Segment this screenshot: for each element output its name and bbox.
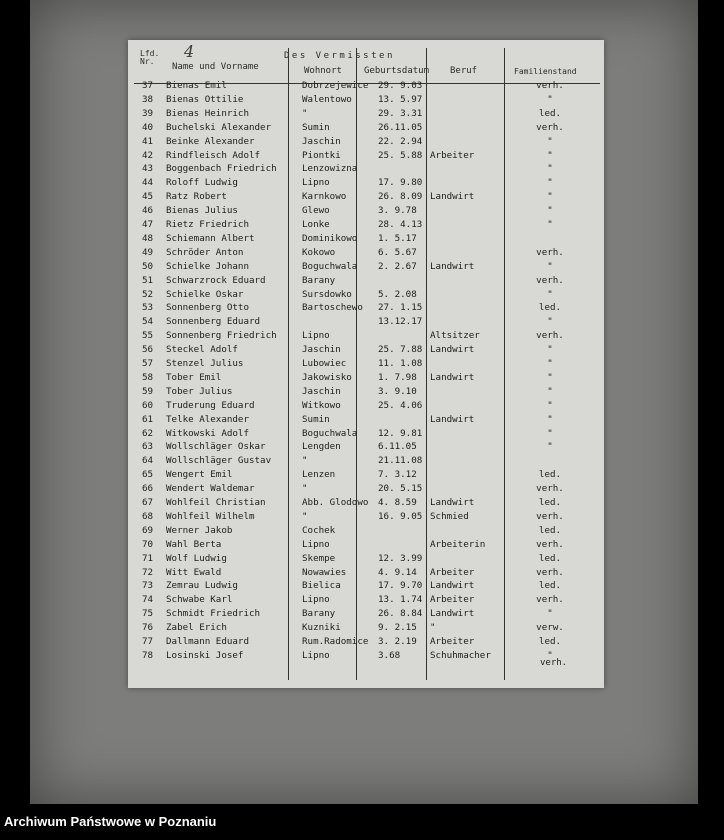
- row-geburtsdatum: 3.68: [378, 649, 401, 661]
- row-name: Dallmann Eduard: [166, 636, 249, 647]
- row-familienstand: ": [547, 358, 553, 369]
- row-name: Wengert Emil: [166, 469, 233, 481]
- row-name: Stenzel Julius: [166, 358, 244, 369]
- row-beruf: Schuhmacher: [430, 649, 491, 661]
- row-familienstand: verh.: [536, 538, 564, 550]
- row-beruf: Landwirt: [430, 413, 475, 425]
- table-row: [128, 636, 604, 649]
- row-name: Schielke Johann: [166, 260, 249, 272]
- row-name: Schiemann Albert: [166, 232, 255, 244]
- row-familienstand: led.: [538, 524, 562, 536]
- table-row: [128, 497, 604, 510]
- row-name: Witkowski Adolf: [166, 427, 249, 439]
- row-familienstand: ": [547, 413, 553, 425]
- row-beruf: Altsitzer: [430, 330, 480, 342]
- row-wohnort: Lubowiec: [302, 358, 347, 369]
- row-wohnort: Lonke: [302, 219, 330, 230]
- row-beruf: Landwirt: [430, 497, 475, 508]
- row-familienstand: led.: [538, 302, 562, 314]
- row-name: Zabel Erich: [166, 622, 227, 634]
- row-name: Losinski Josef: [166, 649, 244, 661]
- row-geburtsdatum: 3. 9.10: [378, 385, 417, 397]
- row-familienstand: ": [547, 385, 553, 397]
- row-number: 57: [142, 358, 154, 369]
- row-number: 71: [142, 552, 154, 564]
- row-number: 46: [142, 205, 154, 217]
- row-beruf: Landwirt: [430, 191, 475, 203]
- table-row: [128, 469, 604, 482]
- table-row: [128, 650, 604, 663]
- row-wohnort: ": [302, 510, 308, 522]
- row-familienstand: ": [547, 649, 553, 661]
- table-row: [128, 330, 604, 343]
- row-familienstand: ": [547, 219, 553, 230]
- row-geburtsdatum: 26. 8.84: [378, 608, 423, 620]
- table-row: [128, 302, 604, 315]
- row-wohnort: Lengden: [302, 441, 341, 453]
- row-geburtsdatum: 28. 4.13: [378, 219, 423, 230]
- row-number: 60: [142, 399, 154, 411]
- row-wohnort: Lipno: [302, 649, 330, 661]
- row-wohnort: Bartoschewo: [302, 302, 363, 314]
- table-row: [128, 608, 604, 621]
- row-number: 38: [142, 93, 154, 105]
- row-name: Truderung Eduard: [166, 399, 255, 411]
- row-number: 63: [142, 441, 154, 453]
- row-name: Boggenbach Friedrich: [166, 163, 277, 175]
- row-number: 51: [142, 274, 154, 286]
- row-familienstand: ": [547, 93, 553, 105]
- row-name: Wahl Berta: [166, 538, 222, 550]
- row-geburtsdatum: 4. 8.59: [378, 497, 417, 508]
- row-wohnort: Jaschin: [302, 135, 341, 147]
- row-familienstand: verh.: [536, 330, 564, 342]
- row-beruf: Landwirt: [430, 371, 475, 383]
- row-wohnort: ": [302, 455, 308, 467]
- row-wohnort: Abb. Glodowo: [302, 497, 369, 508]
- row-number: 77: [142, 636, 154, 647]
- row-number: 39: [142, 107, 154, 119]
- row-geburtsdatum: 12. 3.99: [378, 552, 423, 564]
- row-wohnort: Nowawies: [302, 566, 347, 578]
- row-number: 72: [142, 566, 154, 578]
- row-familienstand: ": [547, 177, 553, 189]
- row-wohnort: Kokowo: [302, 246, 336, 258]
- table-row: [128, 525, 604, 538]
- table-row: [128, 205, 604, 218]
- row-geburtsdatum: 12. 9.81: [378, 427, 423, 439]
- row-familienstand: led.: [538, 636, 562, 647]
- row-wohnort: Rum.Radomice: [302, 636, 369, 647]
- row-geburtsdatum: 13. 1.74: [378, 594, 423, 606]
- row-beruf: Landwirt: [430, 608, 475, 620]
- row-geburtsdatum: 25. 4.06: [378, 399, 423, 411]
- row-familienstand: ": [547, 288, 553, 300]
- table-row: [128, 219, 604, 232]
- row-geburtsdatum: 9. 2.15: [378, 622, 417, 634]
- row-wohnort: Barany: [302, 608, 336, 620]
- header-familienstand: Familienstand: [514, 67, 577, 76]
- row-name: Buchelski Alexander: [166, 121, 272, 133]
- row-name: Sonnenberg Friedrich: [166, 330, 277, 342]
- row-number: 58: [142, 371, 154, 383]
- row-name: Bienas Julius: [166, 205, 238, 217]
- table-row: [128, 594, 604, 607]
- row-name: Schröder Anton: [166, 246, 244, 258]
- row-familienstand: verh.: [536, 594, 564, 606]
- row-geburtsdatum: 29. 9.03: [378, 80, 423, 91]
- row-name: Sonnenberg Otto: [166, 302, 249, 314]
- row-name: Bienas Heinrich: [166, 107, 249, 119]
- row-number: 40: [142, 121, 154, 133]
- document-sheet: [128, 40, 604, 688]
- row-wohnort: Glewo: [302, 205, 330, 217]
- table-row: [128, 455, 604, 468]
- row-wohnort: Witkowo: [302, 399, 341, 411]
- row-wohnort: Lipno: [302, 538, 330, 550]
- row-beruf: Arbeiter: [430, 566, 475, 578]
- row-wohnort: Jakowisko: [302, 371, 352, 383]
- row-familienstand: led.: [538, 497, 562, 508]
- row-familienstand: ": [547, 149, 553, 161]
- table-row: [128, 414, 604, 427]
- header-lfd-nr: Lfd. Nr.: [140, 49, 160, 66]
- row-geburtsdatum: 5. 2.08: [378, 288, 417, 300]
- row-wohnort: Lipno: [302, 594, 330, 606]
- table-row: [128, 400, 604, 413]
- row-geburtsdatum: 1. 5.17: [378, 232, 417, 244]
- header-wohnort: Wohnort: [304, 66, 342, 76]
- row-familienstand: verh.: [536, 80, 564, 91]
- row-wohnort: Sumin: [302, 413, 330, 425]
- row-beruf: Arbeiterin: [430, 538, 486, 550]
- row-wohnort: Piontki: [302, 149, 341, 161]
- row-name: Schielke Oskar: [166, 288, 244, 300]
- row-name: Wohlfeil Christian: [166, 497, 266, 508]
- table-row: [128, 247, 604, 260]
- row-name: Sonnenberg Eduard: [166, 316, 261, 328]
- row-number: 67: [142, 497, 154, 508]
- row-name: Ratz Robert: [166, 191, 227, 203]
- row-number: 70: [142, 538, 154, 550]
- row-wohnort: Lipno: [302, 330, 330, 342]
- row-familienstand: verh.: [536, 510, 564, 522]
- table-row: [128, 289, 604, 302]
- row-number: 74: [142, 594, 154, 606]
- row-number: 66: [142, 483, 154, 495]
- row-familienstand: ": [547, 260, 553, 272]
- table-row: [128, 80, 604, 93]
- table-row: [128, 108, 604, 121]
- row-number: 48: [142, 232, 154, 244]
- row-name: Wollschläger Gustav: [166, 455, 272, 467]
- row-wohnort: Jaschin: [302, 344, 341, 356]
- row-number: 76: [142, 622, 154, 634]
- row-name: Wollschläger Oskar: [166, 441, 266, 453]
- row-name: Werner Jakob: [166, 524, 233, 536]
- row-number: 55: [142, 330, 154, 342]
- row-beruf: Landwirt: [430, 344, 475, 356]
- table-row: [128, 275, 604, 288]
- row-beruf: Arbeiter: [430, 594, 475, 606]
- row-familienstand: ": [547, 371, 553, 383]
- table-header: [128, 42, 604, 84]
- row-geburtsdatum: 11. 1.08: [378, 358, 423, 369]
- row-geburtsdatum: 6. 5.67: [378, 246, 417, 258]
- table-row: [128, 261, 604, 274]
- row-name: Witt Ewald: [166, 566, 222, 578]
- row-number: 43: [142, 163, 154, 175]
- row-number: 65: [142, 469, 154, 481]
- row-beruf: Arbeiter: [430, 149, 475, 161]
- row-familienstand: ": [547, 316, 553, 328]
- row-wohnort: ": [302, 107, 308, 119]
- row-geburtsdatum: 3. 9.78: [378, 205, 417, 217]
- row-familienstand: led.: [538, 107, 562, 119]
- row-number: 59: [142, 385, 154, 397]
- row-geburtsdatum: 25. 7.88: [378, 344, 423, 356]
- row-familienstand: ": [547, 205, 553, 217]
- row-geburtsdatum: 13.12.17: [378, 316, 423, 328]
- row-number: 50: [142, 260, 154, 272]
- row-name: Rindfleisch Adolf: [166, 149, 261, 161]
- row-name: Schwarzrock Eduard: [166, 274, 266, 286]
- row-name: Schwabe Karl: [166, 594, 233, 606]
- table-row: [128, 428, 604, 441]
- row-wohnort: Walentowo: [302, 93, 352, 105]
- row-number: 41: [142, 135, 154, 147]
- table-row: [128, 344, 604, 357]
- table-row: [128, 580, 604, 593]
- row-number: 56: [142, 344, 154, 356]
- row-number: 45: [142, 191, 154, 203]
- row-beruf: Schmied: [430, 510, 469, 522]
- header-name: Name und Vorname: [172, 62, 259, 72]
- row-name: Beinke Alexander: [166, 135, 255, 147]
- row-geburtsdatum: 25. 5.88: [378, 149, 423, 161]
- row-familienstand: ": [547, 344, 553, 356]
- row-geburtsdatum: 27. 1.15: [378, 302, 423, 314]
- table-row: [128, 372, 604, 385]
- row-familienstand: led.: [538, 469, 562, 481]
- table-row: [128, 136, 604, 149]
- row-geburtsdatum: 21.11.08: [378, 455, 423, 467]
- row-wohnort: Kuzniki: [302, 622, 341, 634]
- row-geburtsdatum: 26.11.05: [378, 121, 423, 133]
- row-number: 68: [142, 510, 154, 522]
- row-wohnort: Skempe: [302, 552, 336, 564]
- row-name: Wohlfeil Wilhelm: [166, 510, 255, 522]
- row-geburtsdatum: 7. 3.12: [378, 469, 417, 481]
- row-name: Roloff Ludwig: [166, 177, 238, 189]
- row-number: 73: [142, 580, 154, 592]
- table-row: [128, 622, 604, 635]
- row-name: Wendert Waldemar: [166, 483, 255, 495]
- row-familienstand: verw.: [536, 622, 564, 634]
- row-familienstand: ": [547, 163, 553, 175]
- row-wohnort: Barany: [302, 274, 336, 286]
- row-beruf: Landwirt: [430, 260, 475, 272]
- row-wohnort: Lenzowizna: [302, 163, 358, 175]
- row-familienstand: ": [547, 135, 553, 147]
- row-wohnort: Sursdowko: [302, 288, 352, 300]
- table-row: [128, 150, 604, 163]
- row-wohnort: Sumin: [302, 121, 330, 133]
- row-number: 78: [142, 649, 154, 661]
- page-number: 4: [184, 42, 195, 61]
- row-number: 52: [142, 288, 154, 300]
- row-number: 75: [142, 608, 154, 620]
- row-wohnort: Cochek: [302, 524, 336, 536]
- row-name: Bienas Emil: [166, 80, 227, 91]
- row-wohnort: Boguchwala: [302, 427, 358, 439]
- table-row: [128, 386, 604, 399]
- row-familienstand: ": [547, 608, 553, 620]
- row-geburtsdatum: 20. 5.15: [378, 483, 423, 495]
- row-number: 69: [142, 524, 154, 536]
- row-name: Rietz Friedrich: [166, 219, 249, 230]
- row-beruf: ": [430, 622, 436, 634]
- row-name: Tober Emil: [166, 371, 222, 383]
- row-geburtsdatum: 6.11.05: [378, 441, 417, 453]
- row-name: Schmidt Friedrich: [166, 608, 261, 620]
- row-familienstand: verh.: [536, 274, 564, 286]
- row-number: 62: [142, 427, 154, 439]
- table-row: [128, 177, 604, 190]
- row-familienstand: verh.: [536, 246, 564, 258]
- row-wohnort: Boguchwala: [302, 260, 358, 272]
- table-row: [128, 191, 604, 204]
- row-familienstand: ": [547, 441, 553, 453]
- row-geburtsdatum: 16. 9.05: [378, 510, 423, 522]
- table-row: [128, 163, 604, 176]
- row-familienstand: led.: [538, 580, 562, 592]
- row-number: 49: [142, 246, 154, 258]
- row-name: Zemrau Ludwig: [166, 580, 238, 592]
- row-geburtsdatum: 3. 2.19: [378, 636, 417, 647]
- row-familienstand: verh.: [536, 121, 564, 133]
- row-name: Telke Alexander: [166, 413, 249, 425]
- row-geburtsdatum: 29. 3.31: [378, 107, 423, 119]
- row-wohnort: Lipno: [302, 177, 330, 189]
- row-wohnort: Dominikowo: [302, 232, 358, 244]
- table-row: [128, 511, 604, 524]
- row-geburtsdatum: 1. 7.98: [378, 371, 417, 383]
- row-wohnort: Dobrzejewice: [302, 80, 369, 91]
- row-number: 53: [142, 302, 154, 314]
- row-geburtsdatum: 17. 9.80: [378, 177, 423, 189]
- row-geburtsdatum: 13. 5.97: [378, 93, 423, 105]
- row-geburtsdatum: 22. 2.94: [378, 135, 423, 147]
- header-group: Des Vermissten: [284, 51, 395, 61]
- row-familienstand: ": [547, 427, 553, 439]
- row-geburtsdatum: 4. 9.14: [378, 566, 417, 578]
- archive-caption: Archiwum Państwowe w Poznaniu: [4, 814, 217, 829]
- row-number: 61: [142, 413, 154, 425]
- row-number: 64: [142, 455, 154, 467]
- table-row: [128, 358, 604, 371]
- row-name: Bienas Ottilie: [166, 93, 244, 105]
- row-name: Tober Julius: [166, 385, 233, 397]
- row-familienstand: ": [547, 191, 553, 203]
- row-familienstand: verh.: [536, 566, 564, 578]
- table-row: [128, 553, 604, 566]
- row-name: Steckel Adolf: [166, 344, 238, 356]
- row-number: 37: [142, 80, 154, 91]
- row-number: 54: [142, 316, 154, 328]
- row-wohnort: Lenzen: [302, 469, 336, 481]
- row-familienstand: ": [547, 399, 553, 411]
- extra-familienstand: verh.: [540, 658, 568, 668]
- row-beruf: Arbeiter: [430, 636, 475, 647]
- table-row: [128, 483, 604, 496]
- row-geburtsdatum: 26. 8.09: [378, 191, 423, 203]
- row-wohnort: ": [302, 483, 308, 495]
- table-row: [128, 441, 604, 454]
- row-familienstand: verh.: [536, 483, 564, 495]
- table-row: [128, 539, 604, 552]
- row-geburtsdatum: 2. 2.67: [378, 260, 417, 272]
- table-row: [128, 316, 604, 329]
- row-number: 47: [142, 219, 154, 230]
- row-name: Wolf Ludwig: [166, 552, 227, 564]
- table-row: [128, 233, 604, 246]
- row-wohnort: Bielica: [302, 580, 341, 592]
- row-wohnort: Karnkowo: [302, 191, 347, 203]
- table-row: [128, 122, 604, 135]
- table-row: [128, 567, 604, 580]
- header-beruf: Beruf: [450, 66, 478, 76]
- row-beruf: Landwirt: [430, 580, 475, 592]
- row-wohnort: Jaschin: [302, 385, 341, 397]
- table-row: [128, 94, 604, 107]
- row-familienstand: led.: [538, 552, 562, 564]
- row-number: 44: [142, 177, 154, 189]
- row-geburtsdatum: 17. 9.70: [378, 580, 423, 592]
- header-geburtsdatum: Geburtsdatum: [364, 66, 430, 76]
- row-number: 42: [142, 149, 154, 161]
